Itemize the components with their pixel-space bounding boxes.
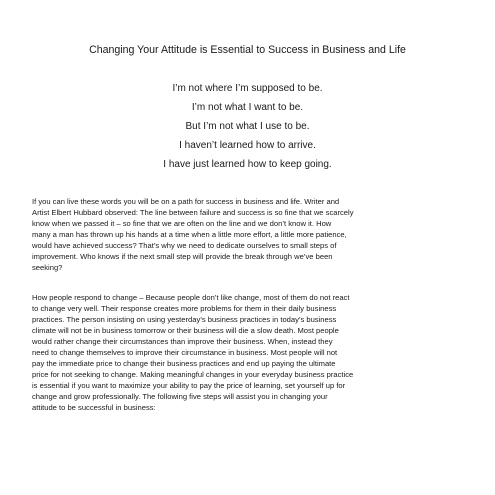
- paragraph-line: would have achieved success? That’s why we need to dedicate ourselves to small steps of: [32, 241, 337, 250]
- paragraph-intro: [32, 196, 472, 273]
- quote-block: [0, 82, 495, 177]
- quote-line: But I’m not what I use to be.: [185, 121, 310, 132]
- paragraph-line: know when we passed it – so fine that we are often on the line and we don’t know it. How: [32, 219, 332, 228]
- paragraph-line: many a man has thrown up his hands at a time when a little more effort, a little more patience,: [32, 230, 347, 239]
- quote-line: I haven’t learned how to arrive.: [179, 140, 316, 151]
- paragraph-line: How people respond to change – Because people don’t like change, most of them do not react: [32, 293, 350, 302]
- paragraph-line: would rather change their circumstances than improve their business. When, instead they: [32, 337, 333, 346]
- paragraph-line: pay the immediate price to change their business practices and end up paying the ultimate: [32, 359, 336, 368]
- paragraph-line: improvement. Who knows if the next small step will provide the break through we’ve been: [32, 252, 333, 261]
- paragraph-change: [32, 292, 472, 413]
- paragraph-line: practices. The person insisting on using yesterday’s business practices in today’s business: [32, 315, 337, 324]
- quote-line: I’m not where I’m supposed to be.: [172, 83, 323, 94]
- quote-line: I have just learned how to keep going.: [163, 159, 332, 170]
- paragraph-line: need to change themselves to improve their circumstance in business. Most people will not: [32, 348, 338, 357]
- paragraph-line: climate will not be in business tomorrow or their business will die a slow death. Most people: [32, 326, 339, 335]
- paragraph-line: attitude to be successful in business:: [32, 403, 156, 412]
- paragraph-line: change and grow professionally. The following five steps will assist you in changing your: [32, 392, 328, 401]
- quote-line: I’m not what I want to be.: [191, 102, 304, 113]
- document-title: Changing Your Attitude is Essential to Success in Business and Life: [89, 44, 406, 56]
- paragraph-line: If you can live these words you will be on a path for success in business and life. Writer and: [32, 197, 340, 206]
- paragraph-line: seeking?: [32, 263, 63, 272]
- paragraph-line: to change very well. Their response creates more problems for them in their daily business: [32, 304, 337, 313]
- paragraph-line: is essential if you want to maximize your ability to pay the price of learning, set yourself up for: [32, 381, 346, 390]
- paragraph-line: price for not seeking to change. Making meaningful changes in your everyday business practice: [32, 370, 354, 379]
- paragraph-line: Artist Elbert Hubbard observed: The line between failure and success is so fine that we scarcely: [32, 208, 354, 217]
